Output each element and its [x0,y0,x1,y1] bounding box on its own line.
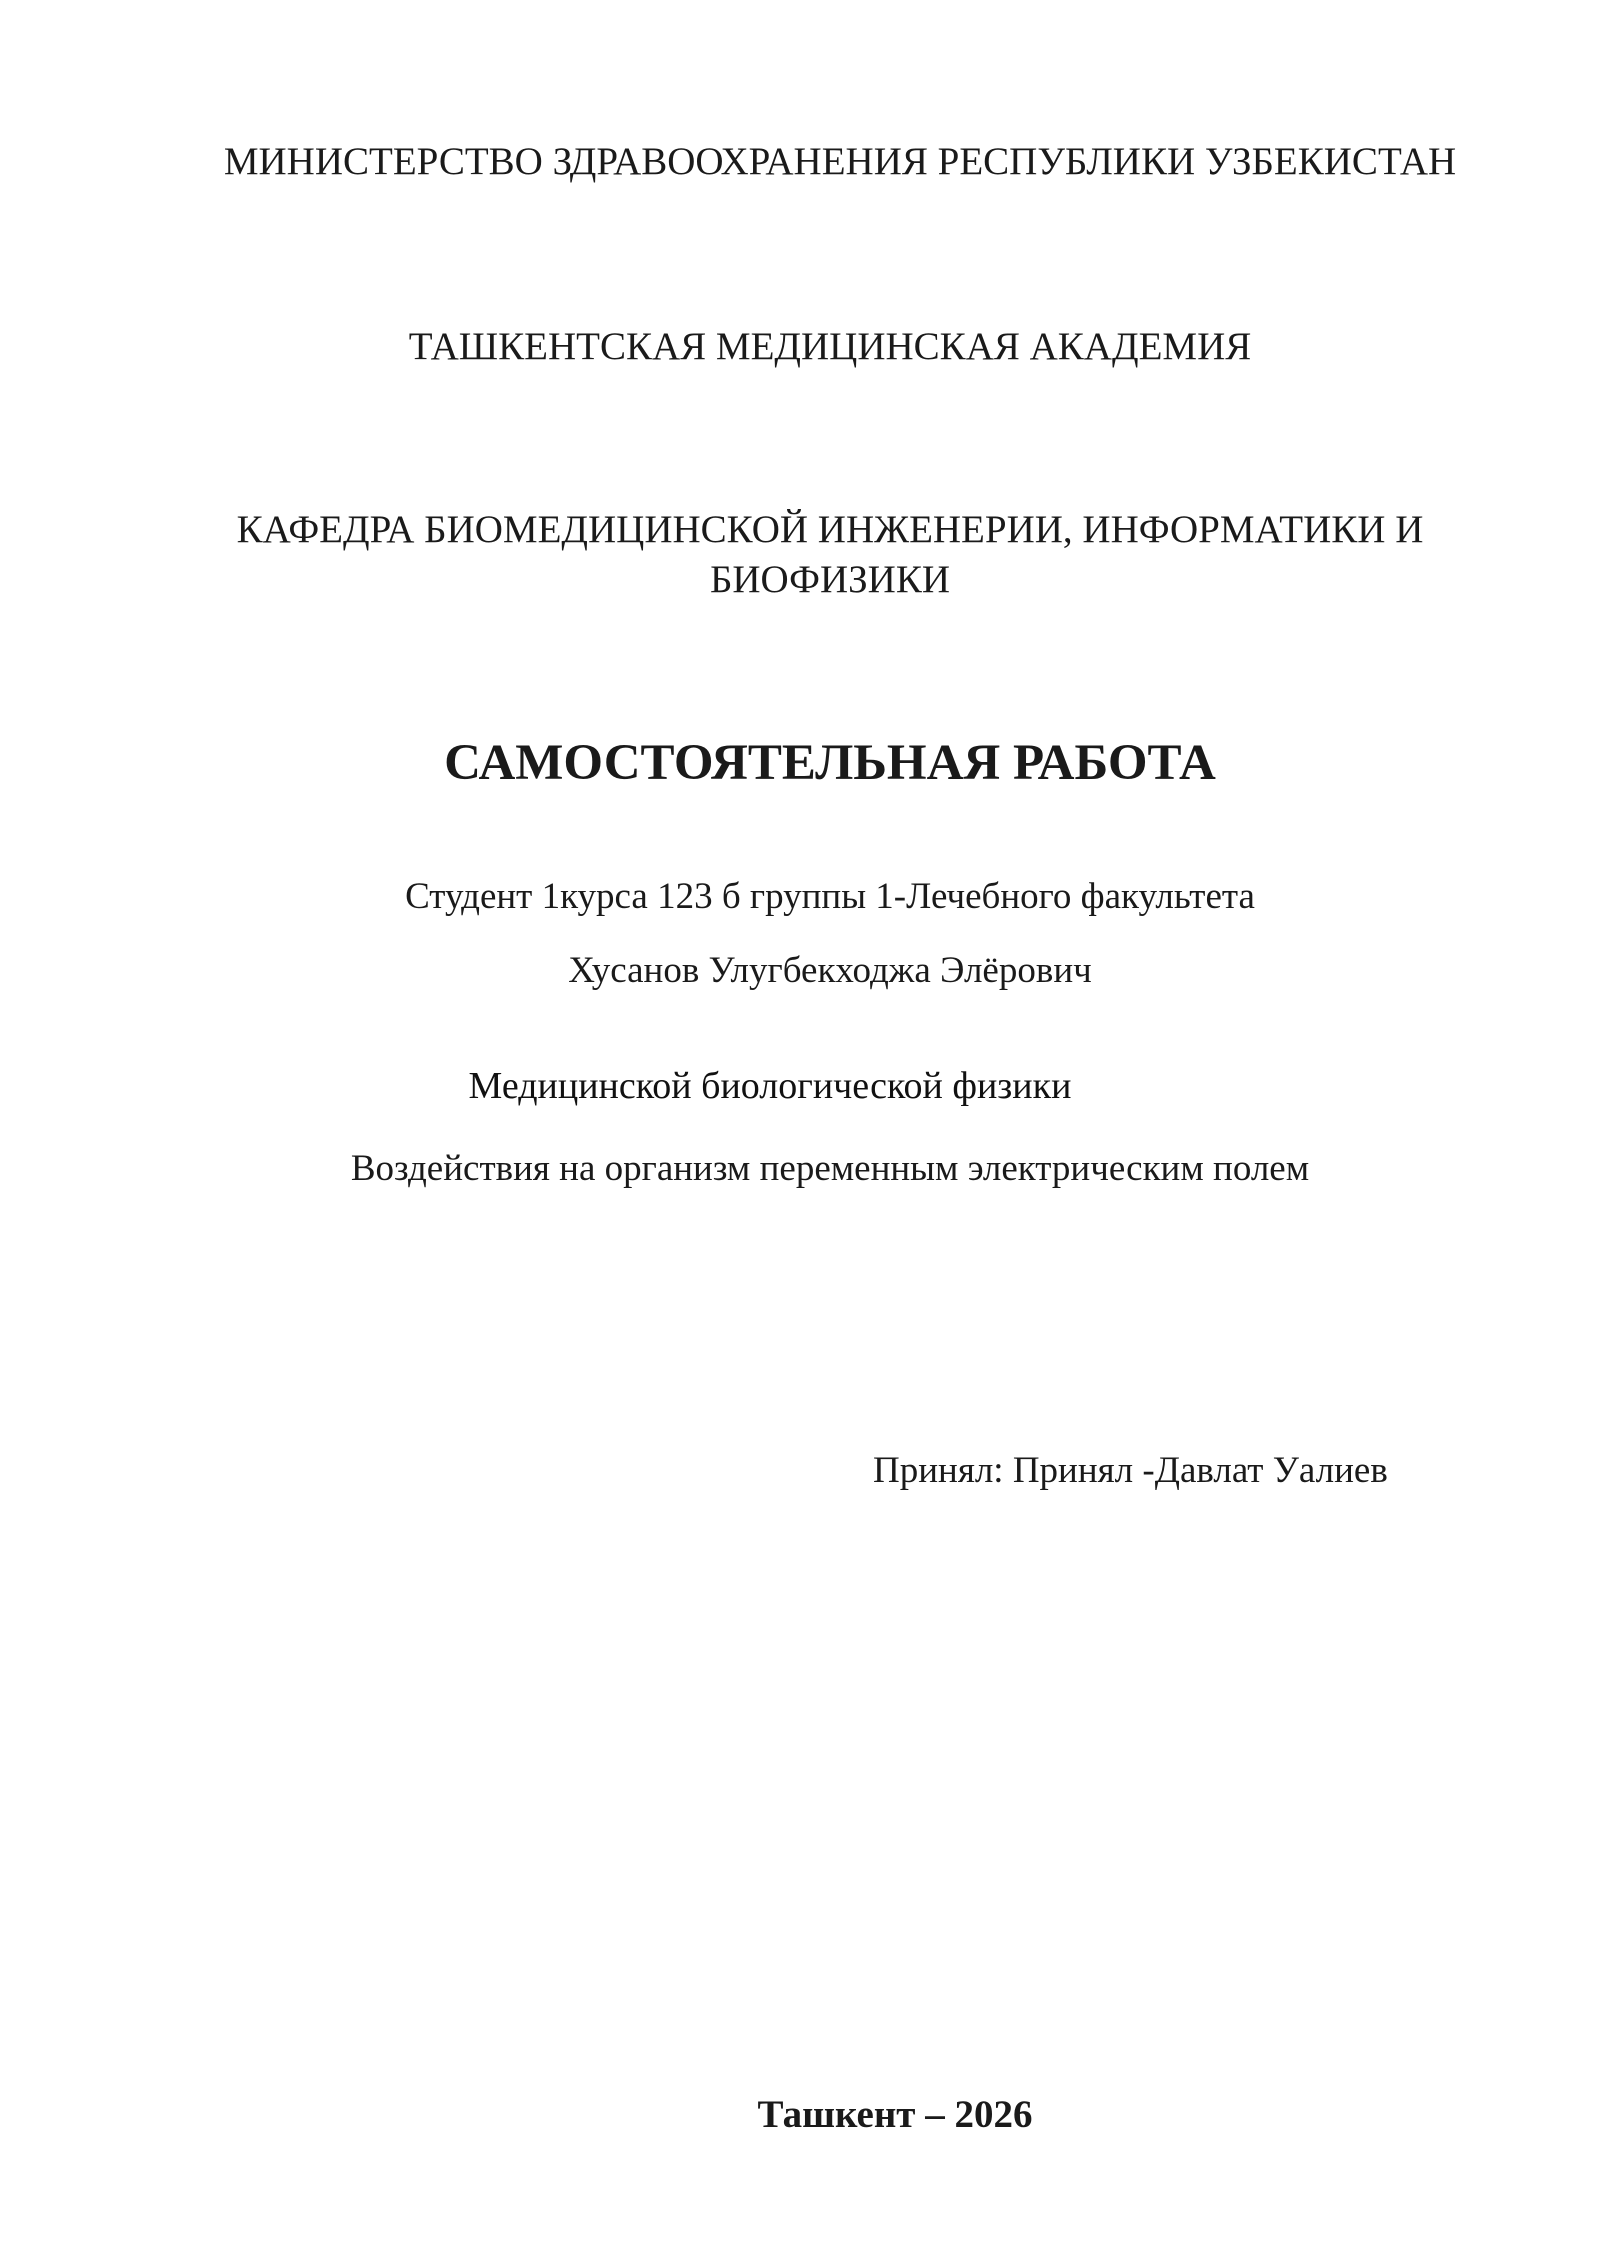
department-heading-line-2: БИОФИЗИКИ [709,558,951,601]
department-heading [0,505,1600,605]
work-topic: Воздействия на организм переменным электрическим полем [350,1148,1310,1189]
document-title: САМОСТОЯТЕЛЬНАЯ РАБОТА [444,735,1216,791]
subject-name: Медицинской биологической физики [468,1065,1072,1107]
student-info: Студент 1курса 123 б группы 1-Лечебного факультета [405,876,1255,917]
city-year: Ташкент – 2026 [757,2093,1033,2136]
ministry-heading: МИНИСТЕРСТВО ЗДРАВООХРАНЕНИЯ РЕСПУБЛИКИ УЗБЕКИСТАН [223,140,1457,183]
academy-heading: ТАШКЕНТСКАЯ МЕДИЦИНСКАЯ АКАДЕМИЯ [408,325,1252,368]
accepted-by: Принял: Принял -Давлат Уалиев [873,1450,1388,1491]
student-name: Хусанов Улугбекходжа Элёрович [568,950,1092,991]
department-heading-line-1: КАФЕДРА БИОМЕДИЦИНСКОЙ ИНЖЕНЕРИИ, ИНФОРМАТИКИ И [236,508,1424,551]
